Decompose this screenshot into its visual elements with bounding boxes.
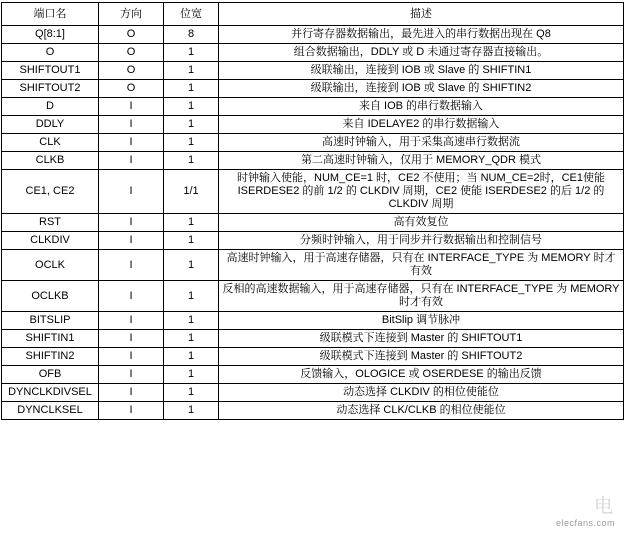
- cell-direction: I: [99, 134, 164, 152]
- cell-description: 高有效复位: [219, 214, 624, 232]
- cell-port-name: CE1, CE2: [2, 170, 99, 214]
- cell-direction: I: [99, 250, 164, 281]
- cell-bit-width: 1: [164, 214, 219, 232]
- cell-bit-width: 1: [164, 134, 219, 152]
- cell-description: 动态选择 CLK/CLKB 的相位使能位: [219, 402, 624, 420]
- watermark: [501, 497, 621, 531]
- table-header-row: [2, 3, 624, 26]
- cell-port-name: CLK: [2, 134, 99, 152]
- cell-description: 反相的高速数据输入，用于高速存储器，只有在 INTERFACE_TYPE 为 MEMORY 时才有效: [219, 281, 624, 312]
- port-description-table: [1, 2, 624, 420]
- table-row: [2, 250, 624, 281]
- table-row: [2, 330, 624, 348]
- cell-description: 并行寄存器数据输出，最先进入的串行数据出现在 Q8: [219, 26, 624, 44]
- cell-description: 来自 IOB 的串行数据输入: [219, 98, 624, 116]
- cell-port-name: OFB: [2, 366, 99, 384]
- cell-direction: I: [99, 348, 164, 366]
- cell-direction: I: [99, 281, 164, 312]
- cell-bit-width: 1: [164, 384, 219, 402]
- cell-description: 高速时钟输入，用于采集高速串行数据流: [219, 134, 624, 152]
- cell-description: 级联模式下连接到 Master 的 SHIFTOUT2: [219, 348, 624, 366]
- cell-bit-width: 1: [164, 152, 219, 170]
- cell-port-name: O: [2, 44, 99, 62]
- cell-port-name: SHIFTOUT2: [2, 80, 99, 98]
- cell-bit-width: 1: [164, 98, 219, 116]
- table-row: [2, 26, 624, 44]
- table-row: [2, 281, 624, 312]
- table-row: [2, 80, 624, 98]
- cell-port-name: D: [2, 98, 99, 116]
- cell-description: 反馈输入，OLOGICE 或 OSERDESE 的输出反馈: [219, 366, 624, 384]
- column-header-bit-width: 位宽: [164, 3, 219, 26]
- cell-bit-width: 1: [164, 44, 219, 62]
- cell-direction: I: [99, 402, 164, 420]
- table-row: [2, 170, 624, 214]
- table-row: [2, 402, 624, 420]
- cell-bit-width: 1: [164, 116, 219, 134]
- watermark-logo-icon: 电: [593, 495, 613, 517]
- cell-direction: I: [99, 312, 164, 330]
- cell-bit-width: 1: [164, 232, 219, 250]
- cell-direction: I: [99, 214, 164, 232]
- table-row: [2, 232, 624, 250]
- cell-description: 来自 IDELAYE2 的串行数据输入: [219, 116, 624, 134]
- cell-description: BitSlip 调节脉冲: [219, 312, 624, 330]
- cell-description: 级联输出，连接到 IOB 或 Slave 的 SHIFTIN2: [219, 80, 624, 98]
- cell-direction: I: [99, 330, 164, 348]
- cell-port-name: SHIFTIN1: [2, 330, 99, 348]
- cell-description: 第二高速时钟输入，仅用于 MEMORY_QDR 模式: [219, 152, 624, 170]
- cell-port-name: OCLK: [2, 250, 99, 281]
- table-row: [2, 44, 624, 62]
- cell-direction: I: [99, 116, 164, 134]
- cell-port-name: DDLY: [2, 116, 99, 134]
- column-header-port-name: 端口名: [2, 3, 99, 26]
- cell-bit-width: 1: [164, 62, 219, 80]
- cell-port-name: SHIFTIN2: [2, 348, 99, 366]
- cell-description: 级联模式下连接到 Master 的 SHIFTOUT1: [219, 330, 624, 348]
- cell-direction: O: [99, 62, 164, 80]
- cell-bit-width: 1: [164, 250, 219, 281]
- cell-port-name: BITSLIP: [2, 312, 99, 330]
- cell-port-name: OCLKB: [2, 281, 99, 312]
- cell-bit-width: 1: [164, 312, 219, 330]
- cell-direction: O: [99, 80, 164, 98]
- cell-port-name: CLKDIV: [2, 232, 99, 250]
- table-row: [2, 348, 624, 366]
- cell-port-name: Q[8:1]: [2, 26, 99, 44]
- cell-description: 动态选择 CLKDIV 的相位使能位: [219, 384, 624, 402]
- cell-bit-width: 1: [164, 366, 219, 384]
- cell-description: 组合数据输出，DDLY 或 D 未通过寄存器直接输出。: [219, 44, 624, 62]
- cell-bit-width: 1: [164, 281, 219, 312]
- cell-bit-width: 1: [164, 330, 219, 348]
- table-row: [2, 62, 624, 80]
- cell-bit-width: 8: [164, 26, 219, 44]
- table-row: [2, 214, 624, 232]
- cell-description: 高速时钟输入，用于高速存储器，只有在 INTERFACE_TYPE 为 MEMORY 时才有效: [219, 250, 624, 281]
- watermark-text: elecfans.com: [555, 518, 615, 528]
- column-header-direction: 方向: [99, 3, 164, 26]
- table-row: [2, 384, 624, 402]
- cell-bit-width: 1: [164, 348, 219, 366]
- cell-bit-width: 1: [164, 80, 219, 98]
- table-row: [2, 152, 624, 170]
- cell-bit-width: 1/1: [164, 170, 219, 214]
- column-header-description: 描述: [219, 3, 624, 26]
- cell-direction: O: [99, 44, 164, 62]
- cell-description: 分频时钟输入，用于同步并行数据输出和控制信号: [219, 232, 624, 250]
- cell-direction: I: [99, 170, 164, 214]
- cell-port-name: DYNCLKSEL: [2, 402, 99, 420]
- table-row: [2, 312, 624, 330]
- cell-direction: I: [99, 98, 164, 116]
- cell-description: 时钟输入使能，NUM_CE=1 时，CE2 不使用；当 NUM_CE=2时，CE1使能 ISERDESE2 的前 1/2 的 CLKDIV 周期，CE2 使能 ISERDESE2 的后 1/2 的 CLKDIV 周期: [219, 170, 624, 214]
- cell-port-name: DYNCLKDIVSEL: [2, 384, 99, 402]
- cell-bit-width: 1: [164, 402, 219, 420]
- cell-direction: I: [99, 384, 164, 402]
- table-row: [2, 134, 624, 152]
- cell-direction: O: [99, 26, 164, 44]
- table-row: [2, 98, 624, 116]
- cell-direction: I: [99, 366, 164, 384]
- cell-direction: I: [99, 152, 164, 170]
- cell-description: 级联输出，连接到 IOB 或 Slave 的 SHIFTIN1: [219, 62, 624, 80]
- cell-port-name: SHIFTOUT1: [2, 62, 99, 80]
- cell-direction: I: [99, 232, 164, 250]
- table-row: [2, 116, 624, 134]
- table-body: [2, 26, 624, 420]
- table-header: [2, 3, 624, 26]
- cell-port-name: RST: [2, 214, 99, 232]
- table-row: [2, 366, 624, 384]
- cell-port-name: CLKB: [2, 152, 99, 170]
